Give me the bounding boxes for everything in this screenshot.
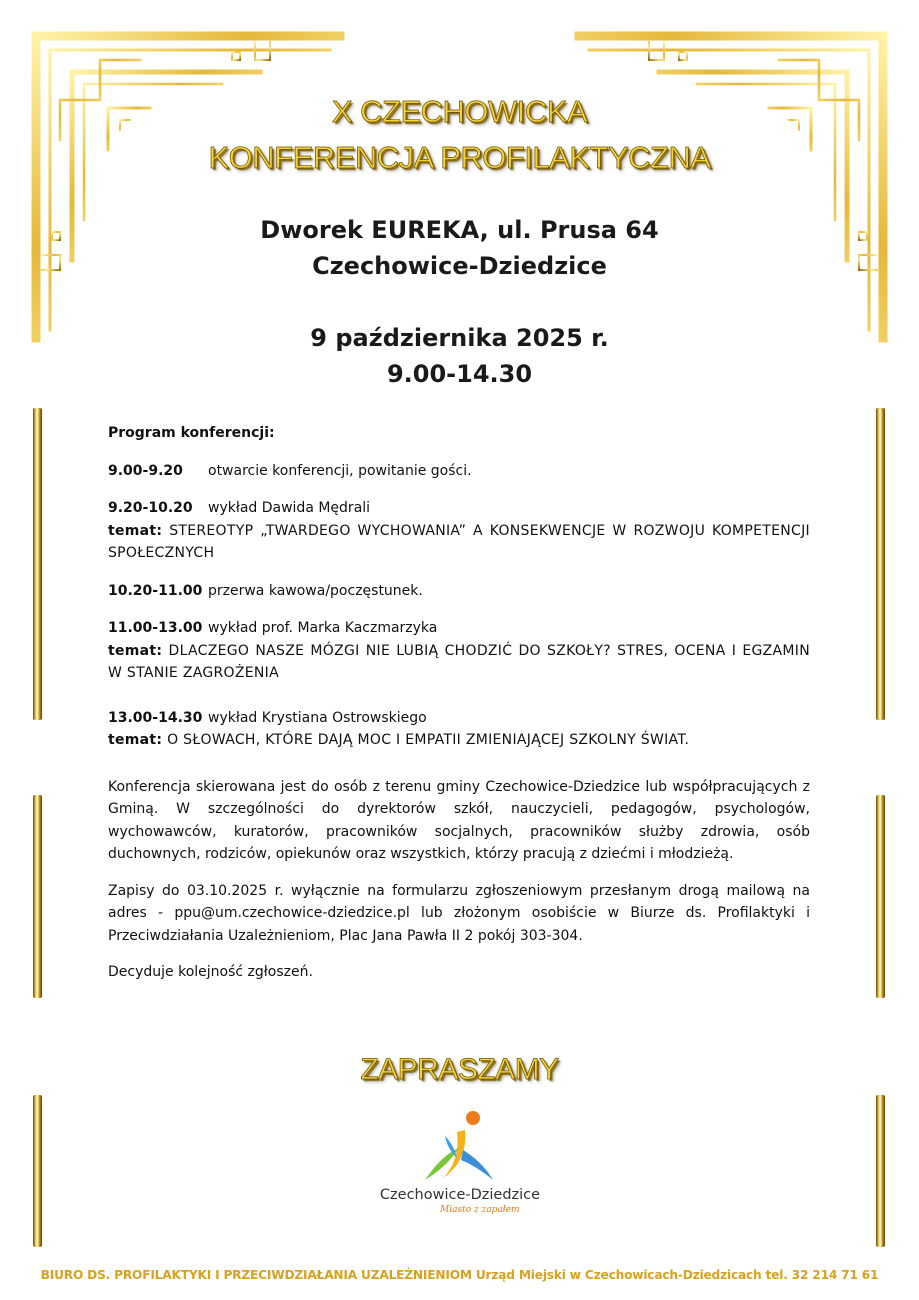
program-item-time: 9.00-9.20 <box>108 462 183 479</box>
program-item-time: 11.00-13.00 <box>108 620 203 636</box>
invite-heading: ZAPRASZAMY <box>360 1053 559 1086</box>
topic-label: temat: <box>108 642 163 659</box>
program-item <box>108 707 810 752</box>
program-item-desc: otwarcie konferencji, powitanie gości. <box>208 462 472 479</box>
program-item <box>108 460 810 483</box>
program-item-topic <box>108 729 810 752</box>
gold-side-bar-right-2 <box>876 795 885 998</box>
program-item <box>108 497 810 565</box>
event-date: 9 października 2025 r. <box>310 324 609 352</box>
program-item-desc: wykład Dawida Mędrali <box>208 500 371 516</box>
program-item-desc: wykład Krystiana Ostrowskiego <box>208 709 427 726</box>
registration-paragraph: Zapisy do 03.10.2025 r. wyłącznie na formularzu zgłoszeniowym przesłanym drogą mailową na adres - ppu@um.czechowice-dziedzice.pl lub złożonym osobiście w Biurze ds. Profilaktyki i Przeciwdziałania Uzależnieniom, Plac Jana Pawła II 2 pokój 303-304. <box>108 882 810 944</box>
gold-side-bar-left-3 <box>33 1095 42 1247</box>
event-hours: 9.00-14.30 <box>386 360 533 388</box>
conference-title-line1: X CZECHOWICKA <box>331 94 588 129</box>
gold-side-bar-left-2 <box>33 795 42 998</box>
program-item-desc: przerwa kawowa/poczęstunek. <box>208 582 423 599</box>
gold-side-bar-left-1 <box>33 408 42 720</box>
program-section <box>108 422 810 984</box>
program-item-topic <box>108 640 810 685</box>
topic-text: STEREOTYP „TWARDEGO WYCHOWANIA” A KONSEKWENCJE W ROZWOJU KOMPETENCJI SPOŁECZNYCH <box>108 522 810 561</box>
topic-label: temat: <box>108 732 163 748</box>
topic-label: temat: <box>108 522 163 539</box>
conference-title-line2: KONFERENCJA PROFILAKTYCZNA <box>208 140 711 175</box>
order-note: Decyduje kolejność zgłoszeń. <box>108 964 313 980</box>
venue-line2: Czechowice-Dziedzice <box>312 252 607 280</box>
audience-paragraph: Konferencja skierowana jest do osób z terenu gminy Czechowice-Dziedzice lub współpracujących z Gminą. W szczególności do dyrektorów szkół, nauczycieli, pedagogów, psychologów, wychowawców, kuratorów, pracowników socjalnych, pracowników służby zdrowia, osób duchownych, rodziców, opiekunów oraz wszystkich, którzy pracują z dziećmi i młodzieżą. <box>108 778 810 862</box>
logo-tagline: Miasto z zapałem <box>440 1205 520 1215</box>
program-item <box>108 580 810 603</box>
logo-city-name: Czechowice-Dziedzice <box>379 1187 541 1203</box>
city-logo-icon <box>415 1108 505 1188</box>
gold-side-bar-right-3 <box>876 1095 885 1247</box>
venue-line1: Dworek EUREKA, ul. Prusa 64 <box>260 216 659 244</box>
program-item-desc: wykład prof. Marka Kaczmarzyka <box>208 620 438 636</box>
topic-text: O SŁOWACH, KTÓRE DAJĄ MOC I EMPATII ZMIENIAJĄCEJ SZKOLNY ŚWIAT. <box>167 732 690 748</box>
program-heading: Program konferencji: <box>108 425 275 441</box>
footer-contact: BIURO DS. PROFILAKTYKI I PRZECIWDZIAŁANIA UZALEŻNIENIOM Urząd Miejski w Czechowicach-Dziedzicach tel. 32 214 71 61 <box>40 1268 879 1282</box>
topic-text: DLACZEGO NASZE MÓZGI NIE LUBIĄ CHODZIĆ DO SZKOŁY? STRES, OCENA I EGZAMIN W STANIE ZAGROŻENIA <box>108 642 810 681</box>
gold-side-bar-right-1 <box>876 408 885 720</box>
program-item-time: 9.20-10.20 <box>108 500 193 516</box>
program-item-topic <box>108 520 810 565</box>
program-item-time: 13.00-14.30 <box>108 709 203 726</box>
program-item <box>108 617 810 685</box>
program-item-time: 10.20-11.00 <box>108 582 203 599</box>
